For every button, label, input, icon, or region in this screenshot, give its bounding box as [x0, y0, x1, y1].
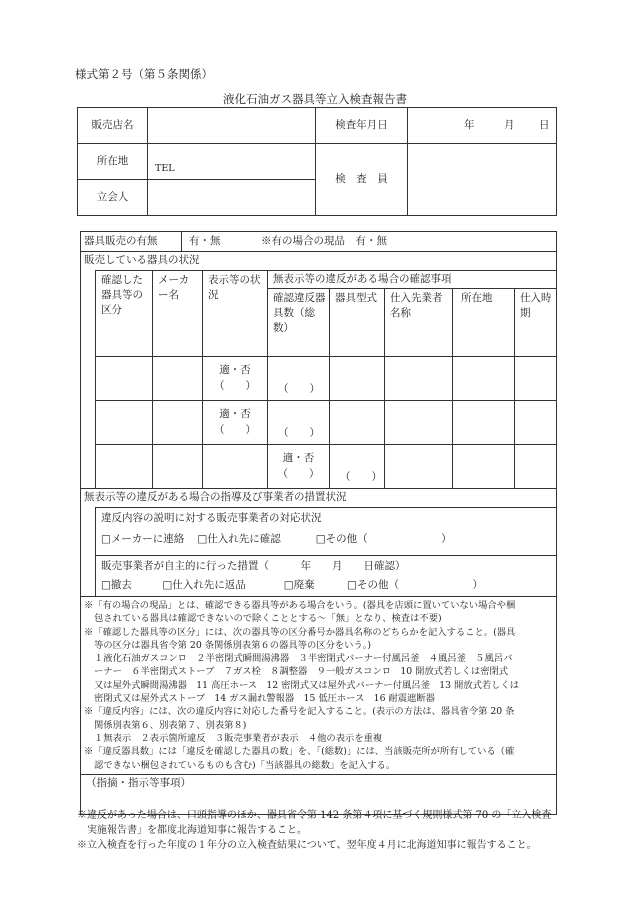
col-maker: メーカー名: [153, 271, 203, 357]
disposal-checkbox[interactable]: □廃棄: [283, 579, 315, 592]
sales-divider: [181, 231, 182, 252]
col-location: 所在地: [453, 289, 515, 357]
sales-row: [81, 232, 557, 252]
col-supplier: 仕入先業者名称: [385, 289, 453, 357]
footer-line: ※違反があった場合は、口頭指導のほか、器具省令第 142 条第４項に基づく規則様式第 70 の「立入検査: [77, 810, 552, 821]
col-model: 器具型式: [330, 289, 385, 357]
note-line: ※「有の場合の現品」とは、確認できる器具等がある場合をいう。(器具を店頭に置いていない場合や梱: [84, 600, 516, 611]
display-choice: 適・否: [282, 452, 315, 465]
guidance-title: 無表示等の違反がある場合の指導及び事業者の措置状況: [81, 489, 557, 508]
month-unit: 月: [504, 119, 515, 131]
note-line: 又は屋外式瞬間湯沸器 11 高圧ホース 12 密閉式又は屋外式バーナー付風呂釜 13 開放式若しくは: [94, 679, 520, 691]
cell-supplier[interactable]: [385, 401, 453, 445]
cell-period[interactable]: [515, 357, 557, 401]
count-paren: （ ）: [340, 470, 382, 483]
indent-spacer: [96, 445, 153, 489]
info-table: [77, 107, 557, 216]
cell-location[interactable]: [515, 445, 557, 489]
year-unit: 年: [464, 119, 475, 131]
cell-supplier[interactable]: [385, 357, 453, 401]
inspection-table: [80, 231, 557, 815]
table-row: [81, 357, 557, 401]
count-paren: （ ）: [278, 382, 320, 395]
confirm-supplier-checkbox[interactable]: □仕入れ先に確認: [197, 533, 281, 546]
footer-line: ※立入検査を行った年度の１年分の立入検査結果について、翌年度４月に北海道知事に報告すること。: [77, 840, 537, 851]
sales-note: ※有の場合の現品 有・無: [261, 235, 387, 247]
table-row: [81, 445, 557, 489]
footer-line: 実施報告書」を都度北海道知事に報告すること。: [87, 825, 307, 836]
removal-checkbox[interactable]: □撤去: [101, 579, 132, 592]
contact-maker-checkbox[interactable]: □メーカーに連絡: [101, 533, 185, 546]
witness-field[interactable]: [148, 180, 316, 216]
footer-notes: [77, 808, 577, 853]
return-checkbox[interactable]: □仕入れ先に返品: [162, 579, 246, 592]
response-box: [96, 508, 557, 556]
tel-label: TEL: [155, 163, 175, 174]
note-line: ーナー ６半密閉式ストーブ ７ガス栓 ８調整器 ９一般ガスコンロ 10 開放式若しくは密閉式: [94, 666, 509, 678]
cell-category[interactable]: [96, 401, 153, 445]
col-period: 仕入時期: [515, 289, 557, 357]
count-paren: （ ）: [278, 426, 320, 439]
response-title: 違反内容の説明に対する販売事業者の対応状況: [101, 512, 322, 524]
measure-box: [96, 556, 557, 597]
shop-label: 販売店名: [78, 108, 148, 144]
cell-supplier[interactable]: [453, 445, 515, 489]
cell-model[interactable]: [330, 401, 385, 445]
display-paren: （ ）: [277, 467, 320, 480]
note-line: 包されている器具は確認できないので除くこととする～「無」となり、検査は不要): [94, 613, 442, 625]
display-paren: （ ）: [214, 379, 256, 392]
note-line: 密閉式又は屋外式ストーブ 14 ガス漏れ警報器 15 低圧ホース 16 耐震遮断器: [94, 693, 435, 705]
note-line: ※「違反内容」には、次の違反内容に対応した番号を記入すること。(表示の方法は、器具省令第 20 条: [84, 706, 515, 718]
cell-model[interactable]: [330, 357, 385, 401]
indent-spacer: [81, 508, 96, 597]
display-choice: 適・否: [219, 408, 251, 421]
note-line: １液化石油ガスコンロ ２半密閉式瞬間湯沸器 ３半密閉式バーナー付風呂釜 ４風呂釜 ５風呂バ: [94, 653, 513, 665]
col-violation-header: 無表示等の違反がある場合の確認事項: [268, 271, 557, 289]
measure-other-checkbox[interactable]: □その他（ ）: [347, 579, 483, 592]
instructions-label: （指摘・指示等事項）: [86, 776, 191, 789]
cell-maker[interactable]: [203, 445, 268, 489]
notes-block: [81, 597, 557, 775]
inspector-label: 検 査 員: [316, 144, 408, 216]
cell-display[interactable]: [203, 357, 268, 401]
measure-title: 販売事業者が自主的に行った措置（ 年 月 日確認）: [101, 560, 406, 572]
display-choice: 適・否: [219, 364, 251, 377]
page-title: 液化石油ガス器具等立入検査報告書: [223, 92, 407, 106]
cell-category[interactable]: [153, 445, 203, 489]
witness-label: 立会人: [78, 180, 148, 216]
note-line: ※「違反器具数」には「違反を確認した器具の数」を、「(総数)」には、当該販売所が所有している（確: [84, 746, 515, 758]
form-number: 様式第２号（第５条関係）: [75, 67, 213, 81]
day-unit: 日: [539, 119, 550, 131]
table-row: [81, 401, 557, 445]
note-line: 認できない梱包されているものも含む)「当該器具の総数」を記入する。: [94, 759, 396, 771]
col-count: 確認違反器具数（総数）: [268, 289, 330, 357]
cell-location[interactable]: [453, 357, 515, 401]
shop-field[interactable]: [148, 108, 316, 144]
cell-category[interactable]: [96, 357, 153, 401]
cell-period[interactable]: [515, 401, 557, 445]
cell-maker[interactable]: [153, 357, 203, 401]
indent-spacer: [81, 271, 96, 489]
inspector-field[interactable]: [408, 144, 557, 216]
status-title: 販売している器具の状況: [81, 252, 557, 271]
sales-label: 器具販売の有無: [84, 235, 158, 247]
address-label: 所在地: [78, 144, 148, 180]
address-field[interactable]: [148, 144, 316, 180]
cell-display[interactable]: [268, 445, 330, 489]
response-other-checkbox[interactable]: □その他（ ）: [315, 533, 452, 546]
note-line: ※「確認した器具等の区分」には、次の器具等の区分番号か器具名称のどちらかを記入すること。(器具: [84, 626, 516, 638]
note-line: 関係別表第６、別表第７、別表第８): [94, 719, 247, 731]
date-label: 検査年月日: [316, 108, 408, 144]
cell-location[interactable]: [453, 401, 515, 445]
col-display: 表示等の状況: [203, 271, 268, 357]
cell-count[interactable]: [268, 401, 330, 445]
col-category: 確認した器具等の区分: [96, 271, 153, 357]
cell-maker[interactable]: [153, 401, 203, 445]
date-field[interactable]: [408, 108, 557, 144]
cell-count[interactable]: [330, 445, 385, 489]
cell-display[interactable]: [203, 401, 268, 445]
note-line: 等の区分は器具省令第 20 条関係別表第６の器具等の区分をいう。): [94, 639, 372, 651]
sales-value[interactable]: 有・無: [189, 235, 221, 247]
cell-model[interactable]: [385, 445, 453, 489]
note-line: １無表示 ２表示箇所違反 ３販売事業者が表示 ４他の表示を重複: [94, 732, 383, 744]
display-paren: （ ）: [214, 423, 256, 436]
cell-count[interactable]: [268, 357, 330, 401]
